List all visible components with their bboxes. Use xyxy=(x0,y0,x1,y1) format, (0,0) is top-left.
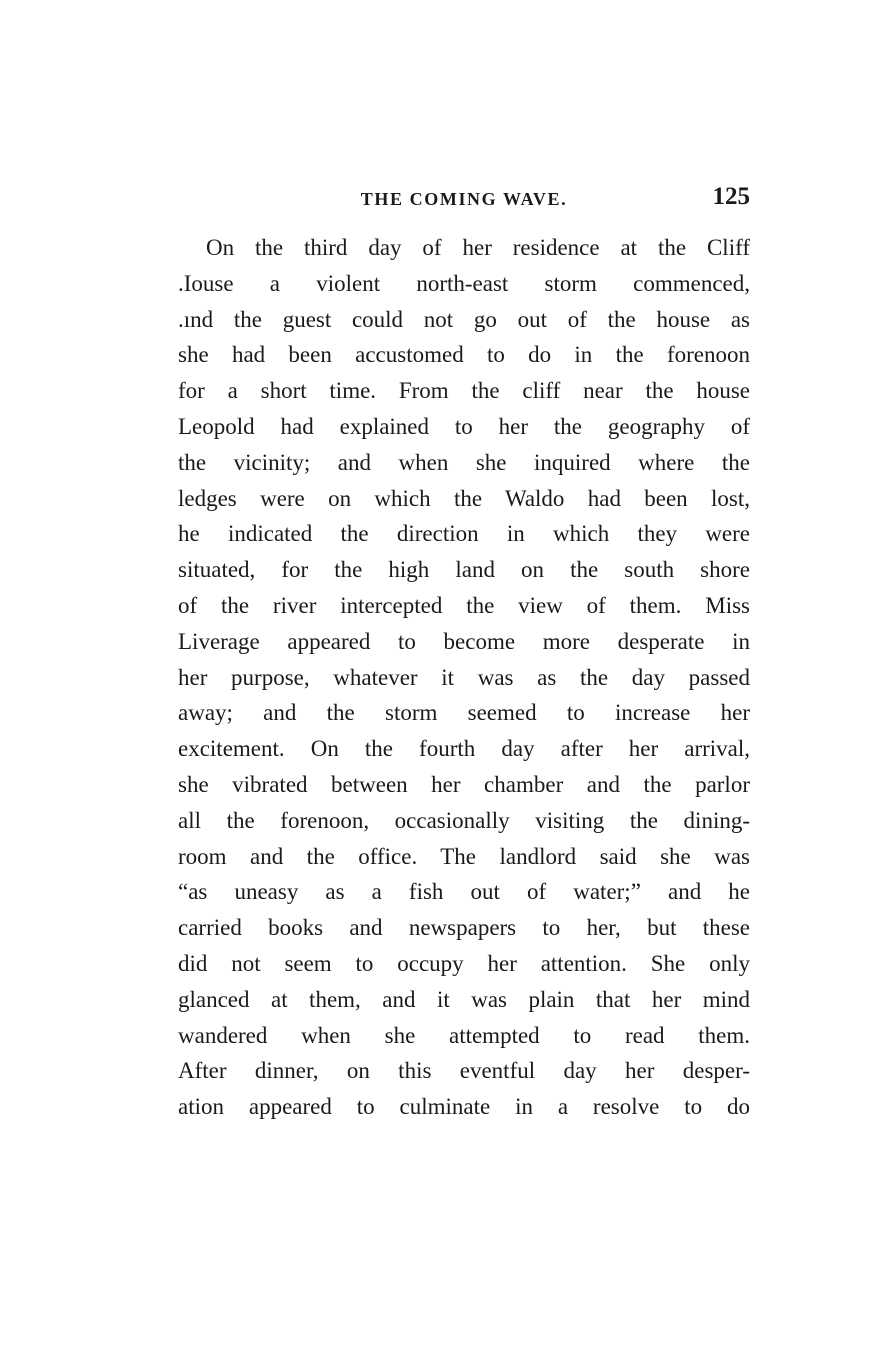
page-number: 125 xyxy=(712,183,750,210)
text-line: .ınd the guest could not go out of the house as xyxy=(178,306,750,332)
text-line: .Iouse a violent north-east storm commenced, xyxy=(178,270,750,296)
text-line: situated, for the high land on the south shore xyxy=(178,557,750,583)
text-line: he indicated the direction in which they were xyxy=(178,521,750,547)
body-text xyxy=(178,230,750,1125)
text-line: for a short time. From the cliff near the house xyxy=(178,378,750,404)
text-line: away; and the storm seemed to increase her xyxy=(178,700,750,726)
text-line: wandered when she attempted to read them. xyxy=(178,1022,750,1048)
text-line: After dinner, on this eventful day her desper- xyxy=(178,1058,750,1084)
text-line: she vibrated between her chamber and the parlor xyxy=(178,771,750,797)
text-line: excitement. On the fourth day after her arrival, xyxy=(178,736,750,762)
text-line: all the forenoon, occasionally visiting the dining- xyxy=(178,807,750,833)
running-head xyxy=(178,183,750,217)
text-line: she had been accustomed to do in the forenoon xyxy=(178,342,750,368)
text-line: the vicinity; and when she inquired where the xyxy=(178,449,750,475)
text-line: On the third day of her residence at the Cliff xyxy=(206,235,750,260)
text-line: glanced at them, and it was plain that her mind xyxy=(178,986,750,1012)
text-line: her purpose, whatever it was as the day passed xyxy=(178,664,750,690)
running-title: THE COMING WAVE. xyxy=(360,189,568,209)
text-line: ledges were on which the Waldo had been lost, xyxy=(178,485,750,511)
text-line: carried books and newspapers to her, but these xyxy=(178,915,750,941)
text-line: Liverage appeared to become more desperate in xyxy=(178,628,750,654)
text-line: Leopold had explained to her the geography of xyxy=(178,413,750,439)
text-line: “as uneasy as a fish out of water;” and he xyxy=(178,879,750,905)
text-line: did not seem to occupy her attention. She only xyxy=(178,950,750,976)
text-line: of the river intercepted the view of them. Miss xyxy=(178,592,750,618)
text-line: room and the office. The landlord said she was xyxy=(178,843,750,869)
text-line: ation appeared to culminate in a resolve to do xyxy=(178,1094,750,1120)
